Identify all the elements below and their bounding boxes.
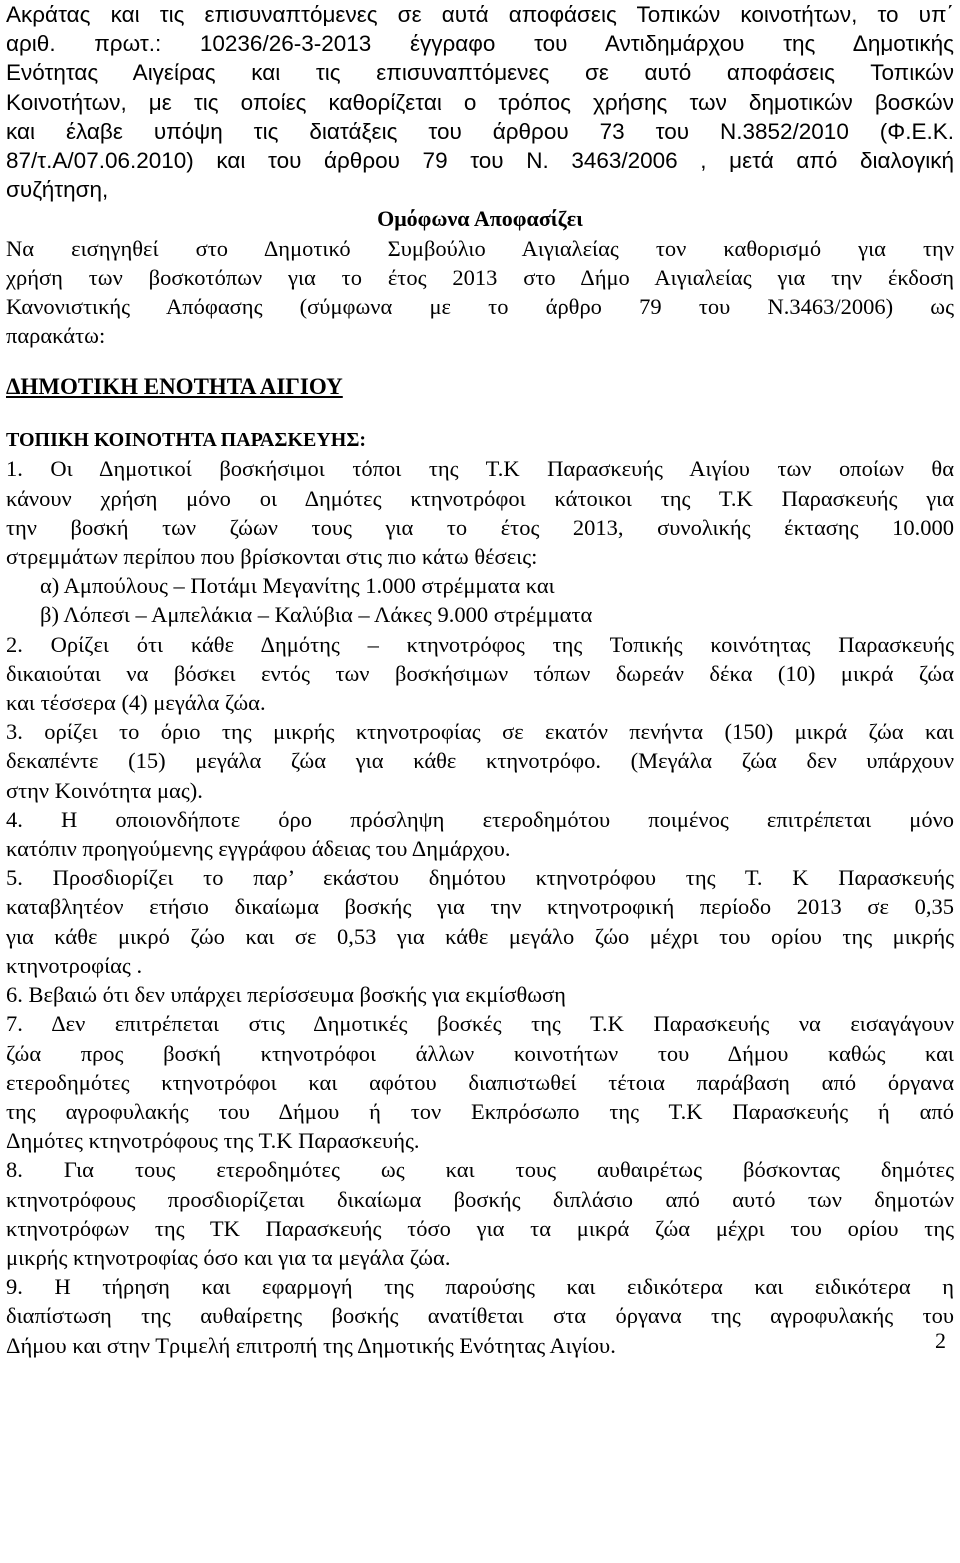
item-line: μικρής κτηνοτροφίας όσο και για τα μεγάλα ζώα.	[6, 1244, 451, 1270]
page-number: 2	[935, 1327, 946, 1353]
item-line: δεκαπέντε (15) μεγάλα ζώα για κάθε κτηνοτρόφο. (Μεγάλα ζώα δεν υπάρχουν	[6, 748, 954, 774]
item-line: καταβλητέον ετήσιο δικαίωμα βοσκής για την κτηνοτροφική περίοδο 2013 σε 0,35	[6, 894, 954, 920]
intro-line: Ακράτας και τις επισυναπτόμενες σε αυτά αποφάσεις Τοπικών κοινοτήτων, το υπ΄	[6, 2, 954, 27]
intro-paragraph	[6, 0, 954, 204]
item-line: ετεροδημότες κτηνοτρόφοι και αφότου διαπιστωθεί τέτοια παράβαση από όργανα	[6, 1069, 954, 1095]
item-line: κατόπιν προηγούμενης εγγράφου άδειας του Δημάρχου.	[6, 836, 511, 862]
item-line: Δήμου και στην Τριμελή επιτροπή της Δημοτικής Ενότητας Αιγίου.	[6, 1332, 616, 1358]
item-6	[6, 980, 954, 1009]
intro-line: 87/τ.Α/07.06.2010) και του άρθρου 79 του Ν. 3463/2006 , μετά από διαλογική	[6, 148, 954, 174]
item-line: 3. ορίζει το όριο της μικρής κτηνοτροφίας σε εκατόν πενήντα (150) μικρά ζώα και	[6, 719, 954, 745]
intro-line: και έλαβε υπόψη τις διατάξεις του άρθρου 73 του Ν.3852/2010 (Φ.Ε.Κ.	[6, 118, 954, 144]
item-line: της αγροφυλακής του Δήμου ή τον Εκπρόσωπο της Τ.Κ Παρασκευής ή από	[6, 1098, 954, 1124]
item-line: 4. Η οποιονδήποτε όρο πρόσληψη ετεροδημότου ποιμένος επιτρέπεται μόνο	[6, 806, 954, 832]
item-9	[6, 1272, 954, 1360]
item-line: 1. Οι Δημοτικοί βοσκήσιμοι τόποι της Τ.Κ Παρασκευής Αιγίου των οποίων θα	[6, 456, 954, 482]
decision-line: Κανονιστικής Απόφασης (σύμφωνα με το άρθρο 79 του Ν.3463/2006) ως	[6, 294, 954, 320]
item-line: στην Κοινότητα μας).	[6, 777, 203, 803]
item-line: 9. Η τήρηση και εφαρμογή της παρούσης και ειδικότερα και ειδικότερα η	[6, 1274, 954, 1300]
intro-line: αριθ. πρωτ.: 10236/26-3-2013 έγγραφο του Αντιδημάρχου της Δημοτικής	[6, 31, 954, 57]
item-4	[6, 805, 954, 863]
item-line: και τέσσερα (4) μεγάλα ζώα.	[6, 690, 266, 716]
location-item: α) Αμπούλους – Ποτάμι Μεγανίτης 1.000 στρέμματα και	[40, 573, 555, 599]
decision-line: παρακάτω:	[6, 323, 106, 349]
decision-line: χρήση των βοσκοτόπων για το έτος 2013 στο Δήμο Αιγιαλείας για την έκδοση	[6, 264, 954, 290]
item-5	[6, 863, 954, 980]
item-1	[6, 454, 954, 629]
item-line: στρεμμάτων περίπου που βρίσκονται στις πιο κάτω θέσεις:	[6, 544, 538, 570]
item-line: 8. Για τους ετεροδημότες ως και τους αυθαιρέτως βόσκοντας δημότες	[6, 1157, 954, 1183]
item-line: δικαιούται να βόσκει εντός των βοσκήσιμων τόπων δωρεάν δέκα (10) μικρά ζώα	[6, 660, 954, 686]
decision-paragraph	[6, 234, 954, 351]
item-2	[6, 630, 954, 718]
item-line: για κάθε μικρό ζώο και σε 0,53 για κάθε μεγάλο ζώο μέχρι του ορίου της μικρής	[6, 923, 954, 949]
unit-heading: ΔΗΜΟΤΙΚΗ ΕΝΟΤΗΤΑ ΑΙΓΙΟΥ	[6, 374, 343, 400]
item-line: την βοσκή των ζώων τους για το έτος 2013, συνολικής έκτασης 10.000	[6, 514, 954, 540]
location-item: β) Λόπεσι – Αμπελάκια – Καλύβια – Λάκες 9.000 στρέμματα	[40, 602, 593, 628]
item-line: κτηνοτρόφων της ΤΚ Παρασκευής τόσο για τα μικρά ζώα μέχρι του ορίου της	[6, 1215, 954, 1241]
item-line: ζώα προς βοσκή κτηνοτρόφοι άλλων κοινοτήτων του Δήμου καθώς και	[6, 1040, 954, 1066]
item-line: 2. Ορίζει ότι κάθε Δημότης – κτηνοτρόφος της Τοπικής κοινότητας Παρασκευής	[6, 631, 954, 657]
item-line: κτηνοτρόφους προσδιορίζεται δικαίωμα βοσκής διπλάσιο από αυτό των δημοτών	[6, 1186, 954, 1212]
intro-line: Ενότητας Αιγείρας και τις επισυναπτόμενες σε αυτό αποφάσεις Τοπικών	[6, 60, 954, 86]
item-8	[6, 1155, 954, 1272]
item-line: διαπίστωση της αυθαίρετης βοσκής ανατίθεται στα όργανα της αγροφυλακής του	[6, 1303, 954, 1329]
item-3	[6, 717, 954, 805]
item-7	[6, 1009, 954, 1155]
item-line: κάνουν χρήση μόνο οι Δημότες κτηνοτρόφοι κάτοικοι της Τ.Κ Παρασκευής για	[6, 485, 954, 511]
item-line: κτηνοτροφίας .	[6, 952, 143, 978]
decision-line: Να εισηγηθεί στο Δημοτικό Συμβούλιο Αιγιαλείας τον καθορισμό για την	[6, 235, 954, 261]
document-page	[6, 0, 954, 1360]
community-heading: ΤΟΠΙΚΗ ΚΟΙΝΟΤΗΤΑ ΠΑΡΑΣΚΕΥΗΣ:	[6, 429, 367, 452]
decision-title: Ομόφωνα Αποφασίζει	[377, 206, 583, 232]
decision-items-list	[6, 630, 954, 1360]
item-line: 7. Δεν επιτρέπεται στις Δημοτικές βοσκές της Τ.Κ Παρασκευής να εισαγάγουν	[6, 1011, 954, 1037]
item-line: 6. Βεβαιώ ότι δεν υπάρχει περίσσευμα βοσκής για εκμίσθωση	[6, 982, 566, 1008]
item-line: Δημότες κτηνοτρόφους της Τ.Κ Παρασκευής.	[6, 1128, 420, 1154]
intro-line: συζήτηση,	[6, 177, 109, 203]
intro-line: Κοινοτήτων, με τις οποίες καθορίζεται ο τρόπος χρήσης των δημοτικών βοσκών	[6, 89, 954, 115]
item-line: 5. Προσδιορίζει το παρ’ εκάστου δημότου κτηνοτρόφου της Τ. Κ Παρασκευής	[6, 865, 954, 891]
